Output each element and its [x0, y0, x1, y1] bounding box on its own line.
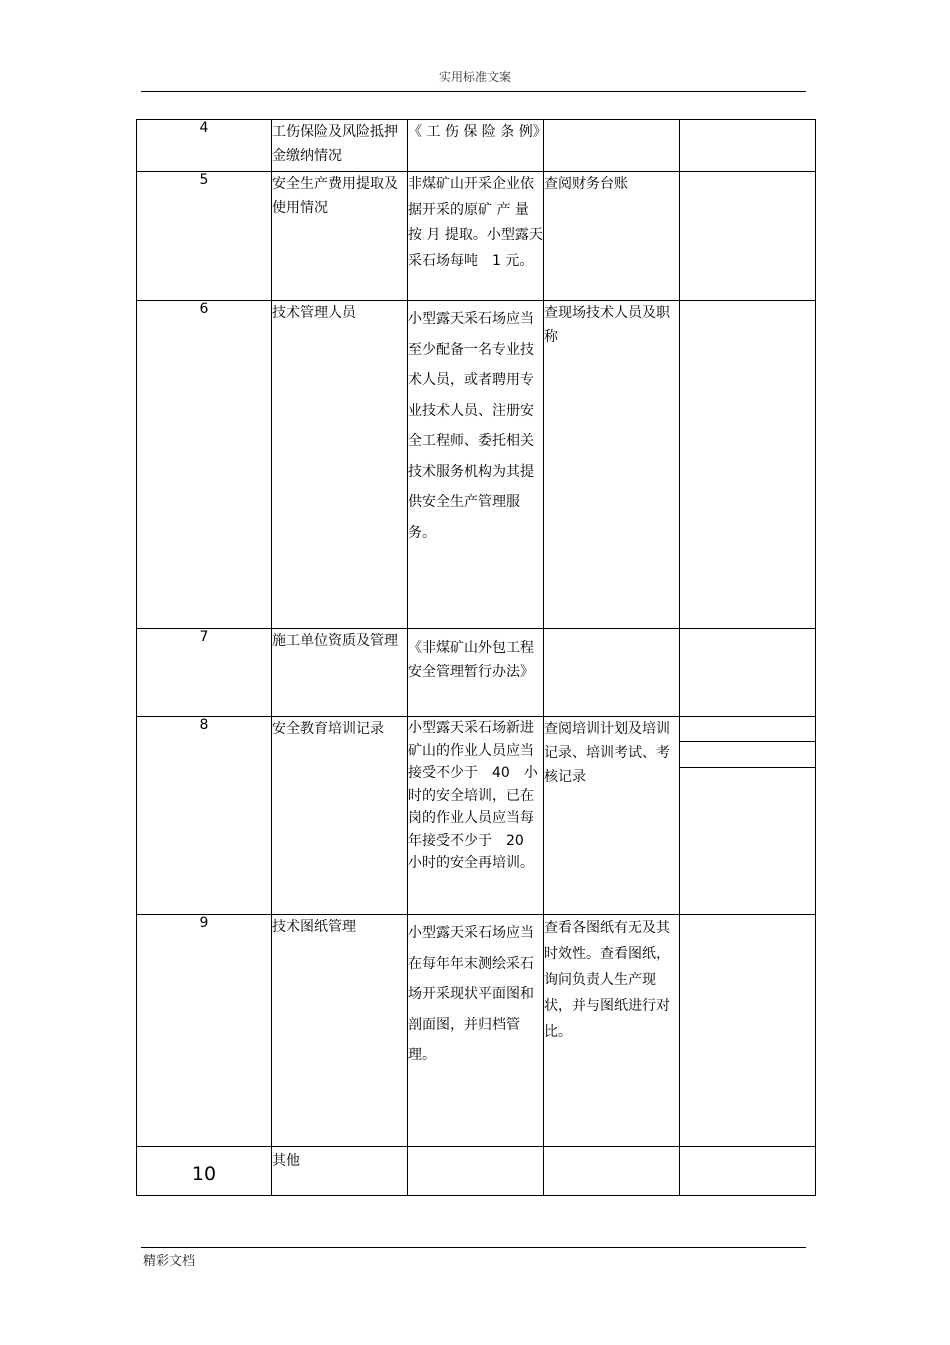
- check-method: 查现场技术人员及职称: [544, 301, 680, 629]
- row-number: 7: [137, 629, 272, 717]
- result-subcell: [680, 717, 815, 742]
- check-result: [680, 172, 816, 301]
- check-basis: [408, 915, 544, 1147]
- check-basis-text: 小型露天采石场应当在每年年末测绘采石场开采现状平面图和剖面图，并归档管理。: [408, 925, 534, 1063]
- check-basis: 非煤矿山开采企业依据开采的原矿 产 量 按 月 提取。小型露天采石场每吨 1 元。: [408, 172, 544, 301]
- table-row: [137, 915, 816, 1147]
- check-method: [544, 629, 680, 717]
- check-item: 安全生产费用提取及使用情况: [272, 172, 408, 301]
- check-method: [544, 1147, 680, 1196]
- inspection-table: [136, 119, 816, 1196]
- header-divider: [141, 91, 806, 92]
- check-result: [680, 1147, 816, 1196]
- check-result: [680, 915, 816, 1147]
- table-row: [137, 629, 816, 717]
- row-number: 6: [137, 301, 272, 629]
- check-item: 其他: [272, 1147, 408, 1196]
- check-basis: 《 工 伤 保 险 条 例》: [408, 120, 544, 172]
- check-method: 查阅培训计划及培训记录、培训考试、考核记录: [544, 717, 680, 915]
- page-header-title: 实用标准文案: [438, 70, 511, 84]
- row-number: 5: [137, 172, 272, 301]
- check-basis: [408, 717, 544, 915]
- check-method: [544, 915, 680, 1147]
- page-footer-text: 精彩文档: [143, 1254, 196, 1269]
- check-item: 工伤保险及风险抵押金缴纳情况: [272, 120, 408, 172]
- check-basis: [408, 1147, 544, 1196]
- check-basis-text: 小型露天采石场新进矿山的作业人员应当接受不少于 40 小时的安全培训，已在岗的作业人员应当每年接受不少于 20 小时的安全再培训。: [408, 720, 538, 871]
- table-row: [137, 1147, 816, 1196]
- row-number: 9: [137, 915, 272, 1147]
- check-item: 技术图纸管理: [272, 915, 408, 1147]
- check-item: 施工单位资质及管理: [272, 629, 408, 717]
- row-number: 10: [137, 1147, 272, 1196]
- check-result: [680, 120, 816, 172]
- table-row: [137, 717, 816, 915]
- table-row: [137, 301, 816, 629]
- check-result: [680, 717, 816, 915]
- check-basis: [408, 301, 544, 629]
- check-basis: 《非煤矿山外包工程安全管理暂行办法》: [408, 629, 544, 717]
- table-row: [137, 120, 816, 172]
- check-result: [680, 629, 816, 717]
- check-basis-text: 小型露天采石场应当至少配备一名专业技术人员，或者聘用专业技术人员、注册安全工程师、委托相关技术服务机构为其提供安全生产管理服务。: [408, 311, 534, 541]
- result-subcell: [680, 742, 815, 768]
- check-method: 查阅财务台账: [544, 172, 680, 301]
- check-item: 技术管理人员: [272, 301, 408, 629]
- check-method-text: 查看各图纸有无及其时效性。查看图纸，询问负责人生产现状，并与图纸进行对比。: [544, 920, 670, 1040]
- check-result: [680, 301, 816, 629]
- row-number: 8: [137, 717, 272, 915]
- footer-divider: [141, 1247, 806, 1248]
- check-method: [544, 120, 680, 172]
- check-item: 安全教育培训记录: [272, 717, 408, 915]
- row-number: 4: [137, 120, 272, 172]
- table-row: [137, 172, 816, 301]
